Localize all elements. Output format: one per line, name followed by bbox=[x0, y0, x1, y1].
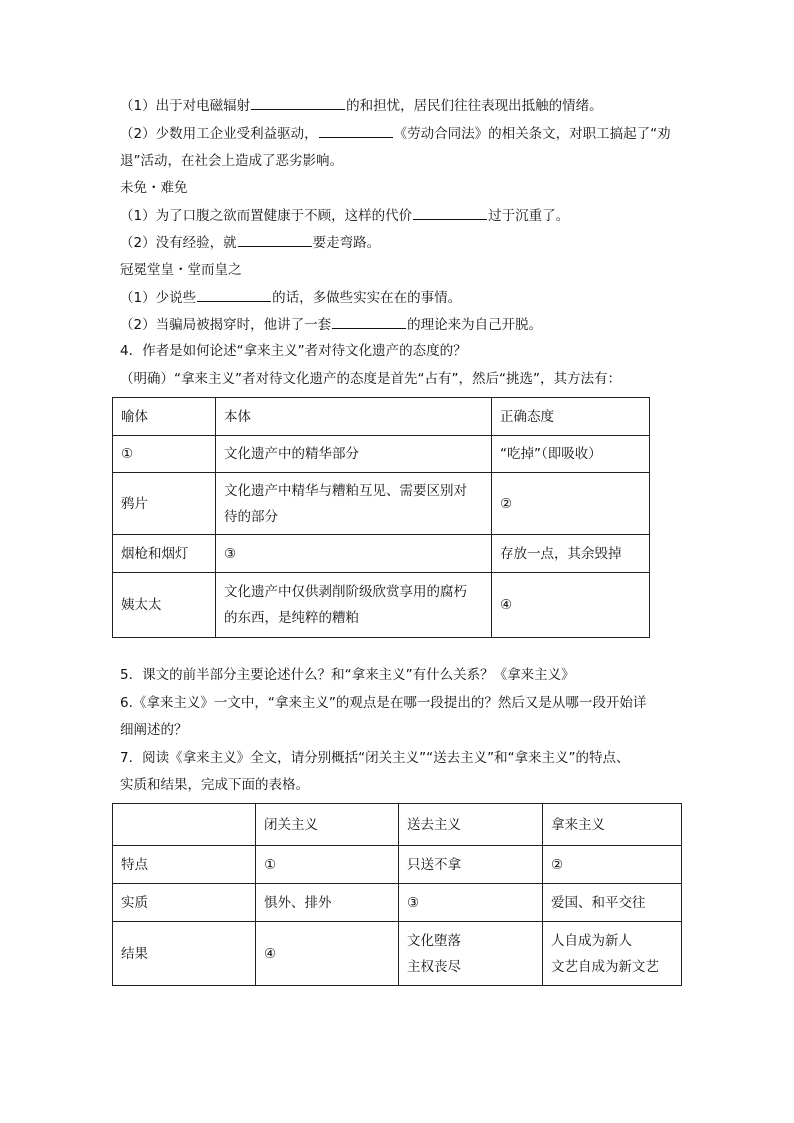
table-cell: 只送不拿 bbox=[399, 846, 543, 884]
text: （2）少数用工企业受利益驱动， bbox=[120, 126, 318, 142]
table-cell: ③ bbox=[216, 535, 492, 573]
table-cell: 结果 bbox=[113, 922, 256, 986]
sentence-2-cont: 退”活动，在社会上造成了恶劣影响。 bbox=[120, 153, 343, 169]
sentence-1 bbox=[120, 95, 603, 116]
question-6: 6.《拿来主义》一文中，“拿来主义”的观点是在哪一段提出的？然后又是从哪一段开始详 bbox=[120, 695, 647, 711]
table-cell: ④ bbox=[492, 573, 650, 638]
word-pair-heading: 未免・难免 bbox=[120, 180, 188, 196]
table-cell: ④ bbox=[256, 922, 399, 986]
table-cell: 姨太太 bbox=[113, 573, 216, 638]
table-cell: 文化遗产中仅供剥削阶级欣赏享用的腐朽 的东西，是纯粹的糟粕 bbox=[216, 573, 492, 638]
table-cell: 鸦片 bbox=[113, 473, 216, 535]
table-cell: 文化遗产中的精华部分 bbox=[216, 436, 492, 473]
table-cell: ② bbox=[492, 473, 650, 535]
header-cell: 本体 bbox=[216, 398, 492, 436]
table-header-row bbox=[113, 398, 650, 436]
table-cell: 人自成为新人 文艺自成为新文艺 bbox=[543, 922, 682, 986]
header-cell: 拿来主义 bbox=[543, 804, 682, 846]
sentence-3 bbox=[120, 205, 569, 226]
sentence-6 bbox=[120, 314, 542, 335]
table-row bbox=[113, 846, 682, 884]
fill-blank[interactable] bbox=[413, 205, 487, 220]
question-6-cont: 细阐述的？ bbox=[120, 722, 188, 738]
table-cell: ① bbox=[113, 436, 216, 473]
header-cell: 闭关主义 bbox=[256, 804, 399, 846]
table-cell: 烟枪和烟灯 bbox=[113, 535, 216, 573]
table-cell: ① bbox=[256, 846, 399, 884]
table-row bbox=[113, 535, 650, 573]
table-cell: 惧外、排外 bbox=[256, 884, 399, 922]
fill-blank[interactable] bbox=[319, 123, 393, 138]
word-pair-heading: 冠冕堂皇・堂而皇之 bbox=[120, 262, 242, 278]
table-cell: 存放一点，其余毁掉 bbox=[492, 535, 650, 573]
table-row bbox=[113, 922, 682, 986]
sentence-5 bbox=[120, 287, 461, 308]
table-header-row bbox=[113, 804, 682, 846]
text: （2）没有经验，就 bbox=[120, 235, 237, 251]
table-cell: 爱国、和平交往 bbox=[543, 884, 682, 922]
table-row bbox=[113, 436, 650, 473]
fill-blank[interactable] bbox=[197, 287, 271, 302]
question-7: 7．阅读《拿来主义》全文，请分别概括“闭关主义”“送去主义”和“拿来主义”的特点、 bbox=[120, 750, 630, 766]
fill-blank[interactable] bbox=[251, 95, 345, 110]
question-5: 5．课文的前半部分主要论述什么？和“拿来主义”有什么关系？《拿来主义》 bbox=[120, 667, 575, 683]
table-row bbox=[113, 573, 650, 638]
question-7-cont: 实质和结果，完成下面的表格。 bbox=[120, 777, 309, 793]
sentence-4 bbox=[120, 232, 380, 253]
question-4: 4．作者是如何论述“拿来主义”者对待文化遗产的态度的？ bbox=[120, 343, 467, 359]
table-cell: 文化堕落 主权丧尽 bbox=[399, 922, 543, 986]
table-cell: 文化遗产中精华与糟粕互见、需要区别对 待的部分 bbox=[216, 473, 492, 535]
table-cell: ③ bbox=[399, 884, 543, 922]
text: （2）当骗局被揭穿时，他讲了一套 bbox=[120, 317, 332, 333]
header-cell: 正确态度 bbox=[492, 398, 650, 436]
fill-blank[interactable] bbox=[238, 232, 312, 247]
table-row bbox=[113, 884, 682, 922]
header-cell: 送去主义 bbox=[399, 804, 543, 846]
text: 的话，多做些实实在在的事情。 bbox=[272, 290, 462, 306]
doctrine-comparison-table bbox=[112, 803, 682, 986]
header-cell: 喻体 bbox=[113, 398, 216, 436]
metaphor-table bbox=[112, 397, 650, 638]
text: （1）为了口腹之欲而置健康于不顾，这样的代价 bbox=[120, 208, 413, 224]
fill-blank[interactable] bbox=[332, 314, 406, 329]
table-cell: 特点 bbox=[113, 846, 256, 884]
table-cell: ② bbox=[543, 846, 682, 884]
table-row bbox=[113, 473, 650, 535]
text: 过于沉重了。 bbox=[488, 208, 570, 224]
table-cell: 实质 bbox=[113, 884, 256, 922]
answer-4: （明确）“拿来主义”者对待文化遗产的态度是首先“占有”，然后“挑选”，其方法有： bbox=[120, 371, 621, 387]
header-cell bbox=[113, 804, 256, 846]
text: 要走弯路。 bbox=[312, 235, 381, 251]
sentence-2 bbox=[120, 123, 671, 144]
text: 的和担忧，居民们往往表现出抵触的情绪。 bbox=[346, 98, 603, 114]
text: （1）少说些 bbox=[120, 290, 197, 306]
text: （1）出于对电磁辐射 bbox=[120, 98, 251, 114]
text: 的理论来为自己开脱。 bbox=[407, 317, 543, 333]
table-cell: “吃掉”（即吸收） bbox=[492, 436, 650, 473]
text: 《劳动合同法》的相关条文，对职工搞起了“劝 bbox=[393, 126, 671, 142]
